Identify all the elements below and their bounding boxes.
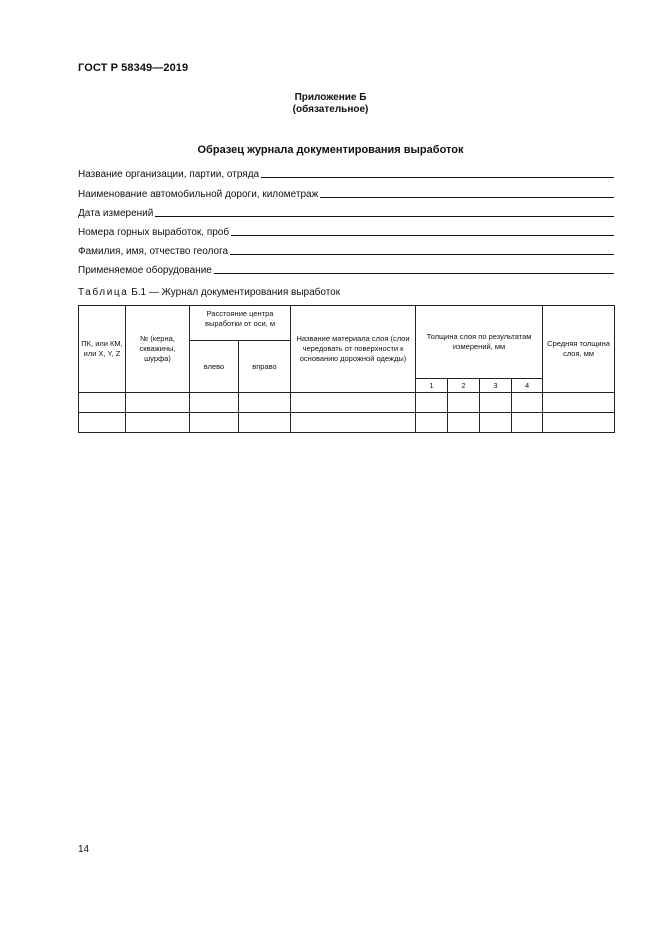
col-header-right: вправо (239, 341, 291, 393)
table-cell[interactable] (543, 413, 615, 433)
field-label: Наименование автомобильной дороги, километраж (78, 189, 319, 200)
table-caption-word: Таблица (78, 287, 129, 298)
table-cell[interactable] (512, 393, 543, 413)
col-header-average: Средняя толщина слоя, мм (543, 306, 615, 393)
table-cell[interactable] (480, 393, 512, 413)
field-pit-numbers (78, 224, 614, 238)
col-header-material: Название материала слоя (слои чередовать от поверхности к основанию дорожной одежды) (291, 306, 416, 393)
form-title: Образец журнала документирования выработок (197, 144, 464, 156)
table-caption-text: Б.1 — Журнал документирования выработок (131, 287, 341, 298)
field-label: Фамилия, имя, отчество геолога (78, 246, 229, 257)
fill-line[interactable] (230, 253, 614, 255)
col-header-measure-2: 2 (448, 379, 480, 393)
table-cell[interactable] (416, 393, 448, 413)
table-cell[interactable] (239, 393, 291, 413)
table-cell[interactable] (190, 393, 239, 413)
col-header-distance: Расстояние центра выработки от оси, м (190, 306, 291, 341)
fill-line[interactable] (155, 215, 614, 217)
col-header-pk: ПК, или КМ, или X, Y, Z (79, 306, 126, 393)
fill-line[interactable] (261, 176, 614, 178)
field-label: Дата измерений (78, 208, 154, 219)
table-cell[interactable] (79, 413, 126, 433)
fill-line[interactable] (320, 196, 614, 198)
table-cell[interactable] (239, 413, 291, 433)
field-date (78, 205, 614, 219)
field-road (78, 186, 614, 200)
table-caption (78, 287, 340, 298)
field-equipment (78, 262, 614, 276)
page-number: 14 (78, 844, 90, 855)
field-label: Название организации, партии, отряда (78, 169, 260, 180)
table-cell[interactable] (126, 393, 190, 413)
field-organization (78, 166, 614, 180)
field-label: Применяемое оборудование (78, 265, 212, 276)
col-header-left: влево (190, 341, 239, 393)
table-cell[interactable] (448, 413, 480, 433)
table-cell[interactable] (416, 413, 448, 433)
appendix-title: Приложение Б (294, 92, 367, 103)
table-cell[interactable] (291, 413, 416, 433)
field-geologist (78, 243, 614, 257)
table-row (79, 393, 615, 413)
col-header-number: № (керна, скважины, шурфа) (126, 306, 190, 393)
table-cell[interactable] (480, 413, 512, 433)
field-label: Номера горных выработок, проб (78, 227, 230, 238)
table-cell[interactable] (448, 393, 480, 413)
document-code: ГОСТ Р 58349—2019 (78, 62, 189, 74)
table-row (79, 413, 615, 433)
journal-table (78, 305, 615, 433)
table-cell[interactable] (79, 393, 126, 413)
col-header-measure-4: 4 (512, 379, 543, 393)
table-cell[interactable] (543, 393, 615, 413)
col-header-measure-3: 3 (480, 379, 512, 393)
fill-line[interactable] (231, 234, 614, 236)
table-cell[interactable] (512, 413, 543, 433)
appendix-heading (0, 92, 661, 116)
appendix-status: (обязательное) (292, 104, 369, 115)
table-cell[interactable] (126, 413, 190, 433)
fill-line[interactable] (214, 272, 614, 274)
table-cell[interactable] (291, 393, 416, 413)
table-cell[interactable] (190, 413, 239, 433)
col-header-measure-1: 1 (416, 379, 448, 393)
col-header-thickness: Толщина слоя по результатам измерений, мм (416, 306, 543, 379)
